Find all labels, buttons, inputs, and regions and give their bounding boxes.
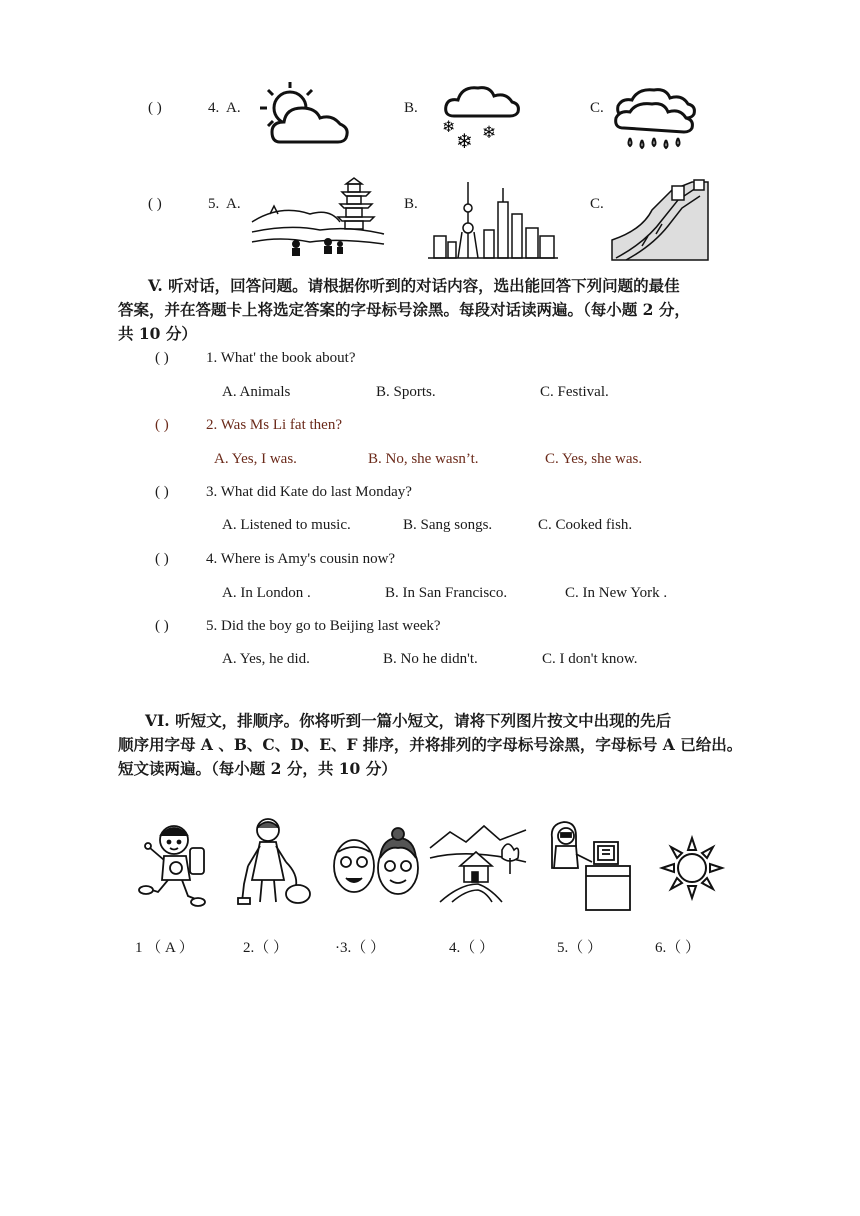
city-skyline-icon	[428, 178, 558, 262]
order-answer-5[interactable]: 5.（ ）	[557, 940, 603, 956]
order-answer-1[interactable]: 1 （ A ）	[135, 940, 194, 956]
option-c[interactable]: C. Festival.	[540, 384, 609, 400]
section-v-heading-line-2: 答案，并在答题卡上将选定答案的字母标号涂黑。每段对话读两遍。（每小题 2 分，	[118, 300, 690, 319]
option-letter-a: A.	[226, 196, 241, 212]
answer-blank[interactable]: ( )	[155, 551, 169, 567]
pagoda-scene-icon	[250, 174, 386, 260]
option-letter-a: A.	[226, 100, 241, 116]
option-a[interactable]: A. Listened to music.	[222, 517, 351, 533]
question-text: 4. Where is Amy's cousin now?	[206, 551, 396, 567]
house-landscape-icon	[430, 818, 526, 902]
question-text: 2. Was Ms Li fat then?	[206, 417, 342, 433]
answer-blank[interactable]: ( )	[148, 100, 162, 116]
question-number: 5.	[208, 196, 220, 212]
option-a[interactable]: A. Yes, he did.	[222, 651, 310, 667]
question-text: 5. Did the boy go to Beijing last week?	[206, 618, 441, 634]
option-c[interactable]: C. In New York .	[565, 585, 668, 601]
section-vi-heading-line-1: VI. 听短文，排顺序。你将听到一篇小短文，请将下列图片按文中出现的先后	[145, 711, 672, 730]
svg-text:❄: ❄	[442, 117, 456, 136]
great-wall-icon	[612, 180, 708, 262]
grandparents-icon	[330, 822, 422, 904]
order-answer-6[interactable]: 6.（ ）	[655, 940, 701, 956]
option-letter-b: B.	[404, 196, 418, 212]
option-c[interactable]: C. I don't know.	[542, 651, 638, 667]
computer-user-icon	[546, 818, 636, 912]
vacuuming-girl-icon	[238, 814, 314, 910]
sun-icon	[660, 836, 724, 900]
rain-cloud-icon	[612, 88, 698, 154]
section-vi-heading-line-2: 顺序用字母 A 、B、C、D、E、F 排序，并将排列的字母标号涂黑，字母标号 A 已给出。	[118, 735, 743, 754]
section-vi-heading-line-3: 短文读两遍。（每小题 2 分，共 10 分）	[118, 759, 397, 778]
question-text: 1. What' the book about?	[206, 350, 356, 366]
option-a[interactable]: A. Animals	[222, 384, 291, 400]
option-b[interactable]: B. No, she wasn’t.	[368, 451, 479, 467]
svg-text:❄: ❄	[456, 129, 473, 153]
option-letter-c: C.	[590, 196, 604, 212]
option-letter-b: B.	[404, 100, 418, 116]
answer-blank[interactable]: ( )	[155, 350, 169, 366]
option-b[interactable]: B. No he didn't.	[383, 651, 478, 667]
answer-blank[interactable]: ( )	[155, 618, 169, 634]
option-b[interactable]: B. Sports.	[376, 384, 436, 400]
answer-blank[interactable]: ( )	[148, 196, 162, 212]
option-c[interactable]: C. Yes, she was.	[545, 451, 643, 467]
question-text: 3. What did Kate do last Monday?	[206, 484, 412, 500]
option-a[interactable]: A. Yes, I was.	[214, 451, 297, 467]
option-letter-c: C.	[590, 100, 604, 116]
answer-blank[interactable]: ( )	[155, 417, 169, 433]
option-c[interactable]: C. Cooked fish.	[538, 517, 633, 533]
option-a[interactable]: A. In London .	[222, 585, 311, 601]
running-child-icon	[138, 818, 218, 910]
answer-blank[interactable]: ( )	[155, 484, 169, 500]
order-answer-2[interactable]: 2.（ ）	[243, 940, 289, 956]
question-number: 4.	[208, 100, 220, 116]
option-b[interactable]: B. In San Francisco.	[385, 585, 508, 601]
order-answer-4[interactable]: 4.（ ）	[449, 940, 495, 956]
sun-cloud-icon	[258, 80, 358, 150]
section-v-heading-line-3: 共 10 分）	[118, 324, 197, 343]
option-b[interactable]: B. Sang songs.	[403, 517, 493, 533]
snow-cloud-icon	[440, 82, 524, 154]
order-answer-3[interactable]: ·3.（ ）	[335, 940, 385, 956]
svg-text:❄: ❄	[482, 123, 497, 143]
section-v-heading-line-1: V. 听对话，回答问题。请根据你听到的对话内容，选出能回答下列问题的最佳	[148, 276, 680, 295]
